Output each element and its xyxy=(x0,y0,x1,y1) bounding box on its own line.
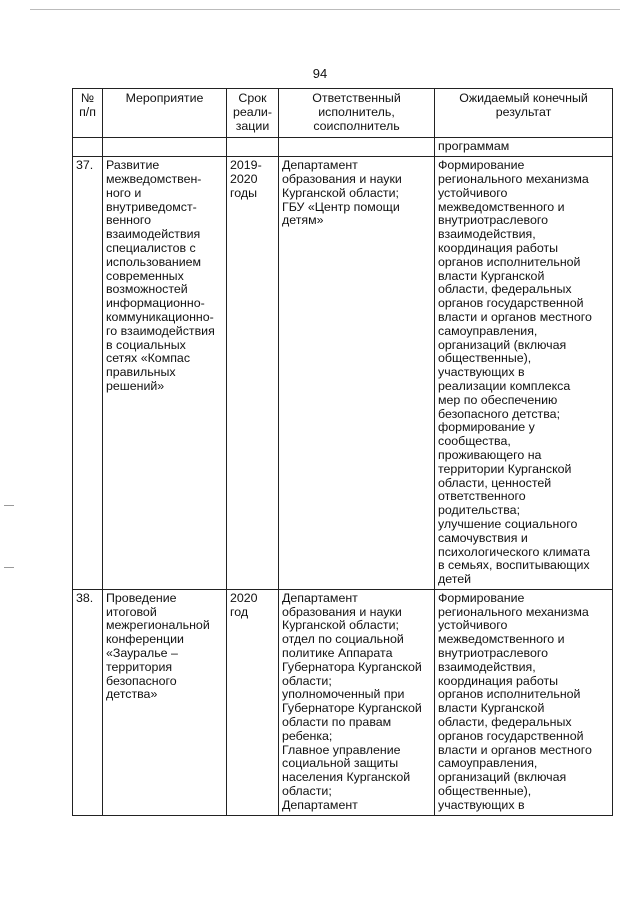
text-line: Формирование xyxy=(438,158,525,173)
text-line: межведомствен- xyxy=(106,171,202,186)
row-num xyxy=(73,157,103,590)
text-line: взаимодействия, xyxy=(438,659,536,674)
text-line: 2020 xyxy=(230,590,258,605)
text-line: соисполнитель xyxy=(313,118,400,133)
row-result xyxy=(435,157,613,590)
text-line: Формирование xyxy=(438,590,525,605)
text-line: населения Курганской xyxy=(282,770,411,785)
scan-top-rule xyxy=(30,9,620,10)
text-line: конференции xyxy=(106,632,184,647)
text-line: координация работы xyxy=(438,673,559,688)
text-line: в семьях, воспитывающих xyxy=(438,558,590,573)
text-line: устойчивого xyxy=(438,185,508,200)
text-line: информационно- xyxy=(106,296,205,311)
text-line: участвующих в xyxy=(438,797,525,812)
text-line: общественные), xyxy=(438,351,532,366)
text-line: социальной защиты xyxy=(282,756,399,771)
text-line: улучшение социального xyxy=(438,516,578,531)
text-line: № xyxy=(80,91,95,105)
table-row xyxy=(73,589,613,815)
text-line: регионального механизма xyxy=(438,171,589,186)
text-line: Ответственный xyxy=(312,91,401,105)
text-line: образования и науки xyxy=(282,604,402,619)
text-line: Губернатора Курганской xyxy=(282,659,422,674)
row-measure xyxy=(103,157,227,590)
text-line: годы xyxy=(230,185,258,200)
text-line: общественные), xyxy=(438,784,532,799)
text-line: безопасного детства; xyxy=(438,406,561,421)
text-line: зации xyxy=(235,118,270,133)
text-line: власти Курганской xyxy=(438,268,545,283)
text-line: 37. xyxy=(76,158,94,173)
text-line: области, ценностей xyxy=(438,475,552,490)
margin-mark xyxy=(4,505,14,506)
text-line: п/п xyxy=(79,104,96,119)
text-line: итоговой xyxy=(106,604,157,619)
row-responsible xyxy=(279,157,435,590)
text-line: Развитие xyxy=(106,158,160,173)
text-line: решений» xyxy=(106,378,165,393)
margin-mark xyxy=(4,567,14,568)
text-line: детей xyxy=(438,572,472,587)
text-line: организаций (включая xyxy=(438,337,567,352)
continuation-row xyxy=(73,138,613,157)
measures-table xyxy=(72,88,613,816)
text-line: Ожидаемый конечный xyxy=(459,91,588,105)
text-line: власти и органов местного xyxy=(438,309,592,324)
text-line: год xyxy=(230,604,249,619)
text-line: самоуправления, xyxy=(438,756,538,771)
text-line: проживающего на xyxy=(438,447,542,462)
text-line: детства» xyxy=(106,687,158,702)
text-line: 38. xyxy=(76,590,94,605)
text-line: родительства; xyxy=(438,503,521,518)
row-num xyxy=(73,589,103,815)
text-line: исполнитель, xyxy=(318,104,395,119)
text-line: ответственного xyxy=(438,489,526,504)
table-row xyxy=(73,157,613,590)
text-line: сообщества, xyxy=(438,434,511,449)
text-line: специалистов с xyxy=(106,240,196,255)
row-result xyxy=(435,589,613,815)
text-line: Главное управление xyxy=(282,742,401,757)
row-measure xyxy=(103,589,227,815)
header-result xyxy=(435,89,613,138)
text-line: реализации комплекса xyxy=(438,378,571,393)
text-line: венного xyxy=(106,213,152,228)
text-line: органов исполнительной xyxy=(438,254,581,269)
text-line: организаций (включая xyxy=(438,770,567,785)
text-line: власти Курганской xyxy=(438,701,545,716)
text-line: межрегиональной xyxy=(106,618,210,633)
text-line: отдел по социальной xyxy=(282,632,404,647)
header-responsible xyxy=(279,89,435,138)
text-line: внутриотраслевого xyxy=(438,646,548,661)
text-line: внутриотраслевого xyxy=(438,213,548,228)
text-line: Срок xyxy=(238,91,267,105)
text-line: ГБУ «Центр помощи xyxy=(282,199,400,214)
header-num xyxy=(73,89,103,138)
text-line: го взаимодействия xyxy=(106,323,215,338)
text-line: сетях «Компас xyxy=(106,351,191,366)
text-line: ребенка; xyxy=(282,728,333,743)
text-line: правильных xyxy=(106,365,176,380)
text-line: органов исполнительной xyxy=(438,687,581,702)
header-measure xyxy=(103,89,227,138)
text-line: 2020 xyxy=(230,171,258,186)
text-line: области, федеральных xyxy=(438,715,572,730)
text-line: области; xyxy=(282,673,332,688)
text-line: участвующих в xyxy=(438,365,525,380)
text-line: области по правам xyxy=(282,715,392,730)
text-line: коммуникационно- xyxy=(106,309,214,324)
text-line: власти и органов местного xyxy=(438,742,592,757)
row-term xyxy=(227,157,279,590)
header-row xyxy=(73,89,613,138)
text-line: в социальных xyxy=(106,337,186,352)
text-line: образования и науки xyxy=(282,171,402,186)
text-line: органов государственной xyxy=(438,296,584,311)
row-term xyxy=(227,589,279,815)
text-line: 2019- xyxy=(230,158,262,173)
text-line: внутриведомст- xyxy=(106,199,197,214)
continuation-result xyxy=(435,138,613,157)
text-line: устойчивого xyxy=(438,618,508,633)
text-line: реали- xyxy=(233,104,272,119)
text-line: Губернаторе Курганской xyxy=(282,701,422,716)
text-line: межведомственного и xyxy=(438,632,565,647)
text-line: современных xyxy=(106,268,184,283)
text-line: политике Аппарата xyxy=(282,646,393,661)
text-line: самочувствия и xyxy=(438,530,528,545)
text-line: формирование у xyxy=(438,420,535,435)
text-line: «Зауралье – xyxy=(106,646,178,661)
text-line: области, федеральных xyxy=(438,282,572,297)
text-line: Проведение xyxy=(106,590,177,605)
text-line: уполномоченный при xyxy=(282,687,405,702)
text-line: области; xyxy=(282,784,332,799)
text-line: психологического климата xyxy=(438,544,591,559)
text-line: взаимодействия xyxy=(106,227,201,242)
header-term xyxy=(227,89,279,138)
text-line: взаимодействия, xyxy=(438,227,536,242)
text-line: межведомственного и xyxy=(438,199,565,214)
text-line: возможностей xyxy=(106,282,188,297)
text-line: Курганской области; xyxy=(282,185,399,200)
text-line: мер по обеспечению xyxy=(438,392,558,407)
text-line: Мероприятие xyxy=(125,91,204,105)
text-line: детям» xyxy=(282,213,324,228)
text-line: программам xyxy=(438,139,510,154)
text-line: регионального механизма xyxy=(438,604,589,619)
row-responsible xyxy=(279,589,435,815)
text-line: территория xyxy=(106,659,173,674)
text-line: результат xyxy=(495,104,552,119)
page-number: 94 xyxy=(312,66,328,81)
text-line: Департамент xyxy=(282,158,358,173)
text-line: безопасного xyxy=(106,673,177,688)
text-line: Департамент xyxy=(282,590,358,605)
text-line: использованием xyxy=(106,254,202,269)
text-line: Курганской области; xyxy=(282,618,399,633)
text-line: органов государственной xyxy=(438,728,584,743)
text-line: ного и xyxy=(106,185,142,200)
text-line: координация работы xyxy=(438,240,559,255)
text-line: территории Курганской xyxy=(438,461,572,476)
text-line: самоуправления, xyxy=(438,323,538,338)
text-line: Департамент xyxy=(282,797,358,812)
